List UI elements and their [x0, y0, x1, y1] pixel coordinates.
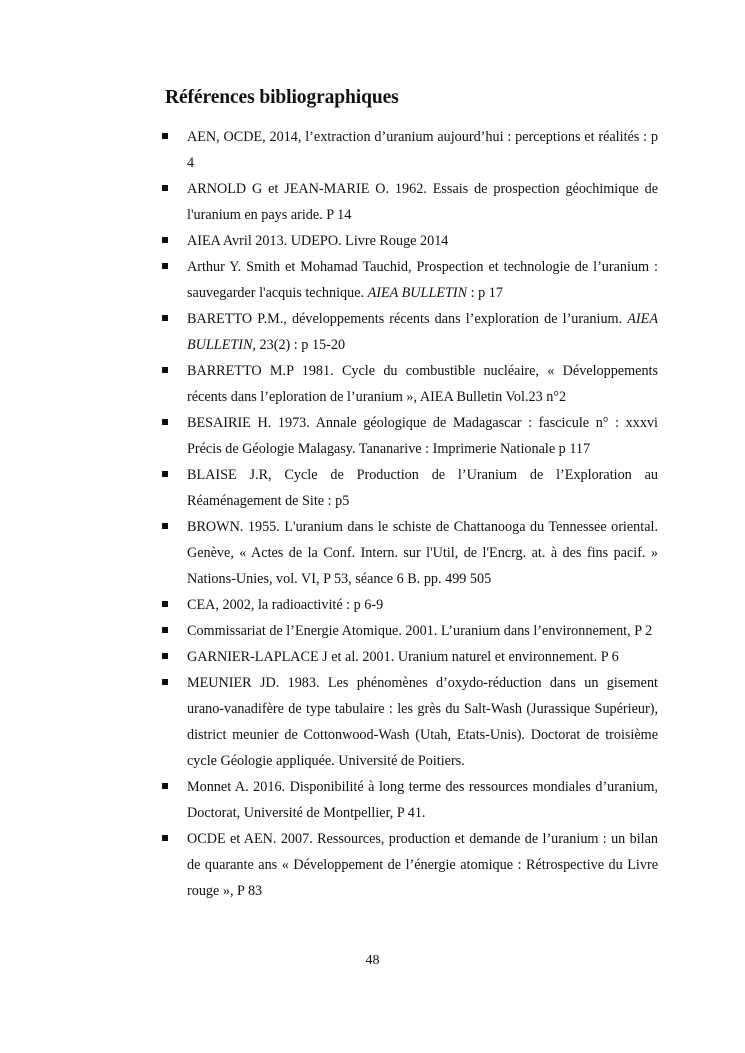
- bullet-icon: [162, 133, 168, 139]
- bullet-icon: [162, 653, 168, 659]
- reference-item: AIEA Avril 2013. UDEPO. Livre Rouge 2014: [160, 228, 658, 254]
- journal-title: AIEA BULLETIN,: [187, 311, 658, 353]
- reference-item: BARRETTO M.P 1981. Cycle du combustible nucléaire, « Développements récents dans l’eploration de l’uranium », AIEA Bulletin Vol.23 n°2: [160, 358, 658, 410]
- bullet-icon: [162, 419, 168, 425]
- reference-item: MEUNIER JD. 1983. Les phénomènes d’oxydo-réduction dans un gisement urano-vanadifère de type tabulaire : les grès du Salt-Wash (Jurassique Supérieur), district meunier de Cottonwood-Wash (Utah, Etats-Unis). Doctorat de troisième cycle Géologie appliquée. Université de Poitiers.: [160, 670, 658, 774]
- page-number: 48: [365, 953, 380, 968]
- bullet-icon: [162, 263, 168, 269]
- bullet-icon: [162, 523, 168, 529]
- reference-item: OCDE et AEN. 2007. Ressources, production et demande de l’uranium : un bilan de quarante ans « Développement de l’énergie atomique : Rétrospective du Livre rouge », P 83: [160, 826, 658, 904]
- bullet-icon: [162, 601, 168, 607]
- reference-item: BLAISE J.R, Cycle de Production de l’Uranium de l’Exploration au Réaménagement de Site : p5: [160, 462, 658, 514]
- bullet-icon: [162, 471, 168, 477]
- reference-item: CEA, 2002, la radioactivité : p 6-9: [160, 592, 658, 618]
- reference-item: Monnet A. 2016. Disponibilité à long terme des ressources mondiales d’uranium, Doctorat, Université de Montpellier, P 41.: [160, 774, 658, 826]
- bullet-icon: [162, 835, 168, 841]
- bullet-icon: [162, 315, 168, 321]
- reference-item: BESAIRIE H. 1973. Annale géologique de Madagascar : fascicule n° : xxxvi Précis de Géologie Malagasy. Tananarive : Imprimerie Nationale p 117: [160, 410, 658, 462]
- reference-list: [160, 124, 658, 904]
- reference-item: ARNOLD G et JEAN-MARIE O. 1962. Essais de prospection géochimique de l'uranium en pays aride. P 14: [160, 176, 658, 228]
- reference-item: BARETTO P.M., développements récents dans l’exploration de l’uranium. AIEA BULLETIN, 23(2) : p 15-20: [160, 306, 658, 358]
- bullet-icon: [162, 185, 168, 191]
- reference-item: Commissariat de l’Energie Atomique. 2001. L’uranium dans l’environnement, P 2: [160, 618, 658, 644]
- bullet-icon: [162, 627, 168, 633]
- section-heading: Références bibliographiques: [165, 87, 399, 108]
- journal-title: AIEA BULLETIN: [367, 285, 468, 301]
- reference-item: AEN, OCDE, 2014, l’extraction d’uranium aujourd’hui : perceptions et réalités : p 4: [160, 124, 658, 176]
- bullet-icon: [162, 783, 168, 789]
- reference-item: Arthur Y. Smith et Mohamad Tauchid, Prospection et technologie de l’uranium : sauvegarder l'acquis technique. AIEA BULLETIN : p 17: [160, 254, 658, 306]
- bullet-icon: [162, 237, 168, 243]
- bullet-icon: [162, 367, 168, 373]
- bullet-icon: [162, 679, 168, 685]
- reference-item: BROWN. 1955. L'uranium dans le schiste de Chattanooga du Tennessee oriental. Genève, « Actes de la Conf. Intern. sur l'Util, de l'Encrg. at. à des fins pacif. » Nations-Unies, vol. VI, P 53, séance 6 B. pp. 499 505: [160, 514, 658, 592]
- reference-item: GARNIER-LAPLACE J et al. 2001. Uranium naturel et environnement. P 6: [160, 644, 658, 670]
